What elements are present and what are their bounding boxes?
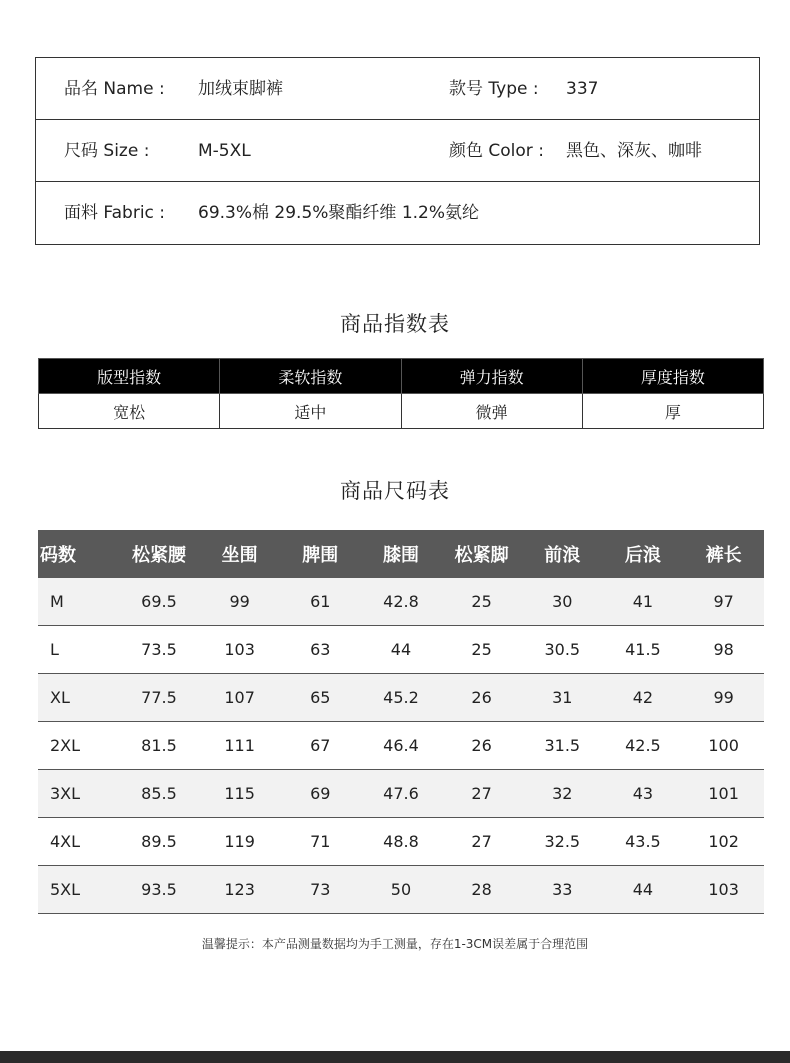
info-row-size bbox=[36, 120, 759, 182]
size-header-cell: 裤长 bbox=[683, 530, 764, 578]
size-value-cell: 25 bbox=[441, 578, 522, 626]
size-value-cell: 31 bbox=[522, 674, 603, 722]
size-header-cell: 前浪 bbox=[522, 530, 603, 578]
size-value-cell: 48.8 bbox=[361, 818, 442, 866]
size-value-cell: 32 bbox=[522, 770, 603, 818]
index-header-cell: 柔软指数 bbox=[220, 359, 401, 394]
index-value-cell: 宽松 bbox=[39, 394, 220, 429]
size-value-cell: 28 bbox=[441, 866, 522, 914]
size-value-cell: 25 bbox=[441, 626, 522, 674]
size-value-cell: 77.5 bbox=[119, 674, 200, 722]
fabric-value: 69.3%棉 29.5%聚酯纤维 1.2%氨纶 bbox=[198, 203, 480, 223]
footer-bar bbox=[0, 1051, 790, 1063]
size-code-cell: 5XL bbox=[38, 866, 119, 914]
size-header-cell: 坐围 bbox=[199, 530, 280, 578]
size-value-cell: 46.4 bbox=[361, 722, 442, 770]
size-value-cell: 93.5 bbox=[119, 866, 200, 914]
size-value-cell: 102 bbox=[683, 818, 764, 866]
size-value-cell: 42.5 bbox=[603, 722, 684, 770]
table-row bbox=[38, 770, 764, 818]
size-value-cell: 43.5 bbox=[603, 818, 684, 866]
size-value-cell: 107 bbox=[199, 674, 280, 722]
color-label: 颜色 Color : bbox=[449, 141, 544, 161]
size-value-cell: 65 bbox=[280, 674, 361, 722]
size-value-cell: 69.5 bbox=[119, 578, 200, 626]
size-label: 尺码 Size : bbox=[64, 141, 150, 161]
type-label: 款号 Type : bbox=[449, 79, 539, 99]
name-value: 加绒束脚裤 bbox=[198, 79, 283, 99]
fabric-label: 面料 Fabric : bbox=[64, 203, 166, 223]
name-label: 品名 Name : bbox=[64, 79, 165, 99]
size-header-cell: 松紧腰 bbox=[119, 530, 200, 578]
size-value-cell: 45.2 bbox=[361, 674, 442, 722]
index-header-row bbox=[39, 359, 764, 394]
size-value-cell: 32.5 bbox=[522, 818, 603, 866]
size-code-cell: L bbox=[38, 626, 119, 674]
size-value-cell: 30 bbox=[522, 578, 603, 626]
info-row-name bbox=[36, 58, 759, 120]
size-value-cell: 98 bbox=[683, 626, 764, 674]
size-value-cell: 101 bbox=[683, 770, 764, 818]
size-value-cell: 27 bbox=[441, 770, 522, 818]
size-value-cell: 50 bbox=[361, 866, 442, 914]
size-code-cell: 4XL bbox=[38, 818, 119, 866]
index-value-row bbox=[39, 394, 764, 429]
index-header-cell: 弹力指数 bbox=[401, 359, 582, 394]
size-header-cell: 脾围 bbox=[280, 530, 361, 578]
size-table-title: 商品尺码表 bbox=[340, 479, 450, 503]
color-value: 黑色、深灰、咖啡 bbox=[566, 141, 702, 161]
size-value-cell: 97 bbox=[683, 578, 764, 626]
table-row bbox=[38, 578, 764, 626]
size-value-cell: 67 bbox=[280, 722, 361, 770]
index-value-cell: 厚 bbox=[582, 394, 763, 429]
size-value-cell: 63 bbox=[280, 626, 361, 674]
table-row bbox=[38, 674, 764, 722]
size-value-cell: 103 bbox=[683, 866, 764, 914]
size-value-cell: 111 bbox=[199, 722, 280, 770]
info-row-fabric bbox=[36, 182, 759, 244]
size-table bbox=[38, 530, 764, 914]
table-row bbox=[38, 866, 764, 914]
size-value-cell: 71 bbox=[280, 818, 361, 866]
size-header-cell: 码数 bbox=[38, 530, 119, 578]
table-row bbox=[38, 626, 764, 674]
size-value-cell: 69 bbox=[280, 770, 361, 818]
size-value-cell: 33 bbox=[522, 866, 603, 914]
size-value-cell: 27 bbox=[441, 818, 522, 866]
size-value-cell: 26 bbox=[441, 722, 522, 770]
size-header-cell: 膝围 bbox=[361, 530, 442, 578]
index-header-cell: 厚度指数 bbox=[582, 359, 763, 394]
size-value-cell: 100 bbox=[683, 722, 764, 770]
size-value-cell: 73 bbox=[280, 866, 361, 914]
size-value-cell: 99 bbox=[683, 674, 764, 722]
size-value-cell: 41 bbox=[603, 578, 684, 626]
index-header-cell: 版型指数 bbox=[39, 359, 220, 394]
size-value-cell: 43 bbox=[603, 770, 684, 818]
size-value-cell: 103 bbox=[199, 626, 280, 674]
size-value-cell: 31.5 bbox=[522, 722, 603, 770]
index-value-cell: 微弹 bbox=[401, 394, 582, 429]
size-value-cell: 89.5 bbox=[119, 818, 200, 866]
size-value-cell: 47.6 bbox=[361, 770, 442, 818]
size-header-cell: 后浪 bbox=[603, 530, 684, 578]
size-value-cell: 26 bbox=[441, 674, 522, 722]
measurement-note: 温馨提示：本产品测量数据均为手工测量，存在1-3CM误差属于合理范围 bbox=[201, 937, 589, 951]
size-value-cell: 61 bbox=[280, 578, 361, 626]
size-code-cell: 2XL bbox=[38, 722, 119, 770]
size-value-cell: 81.5 bbox=[119, 722, 200, 770]
table-row bbox=[38, 722, 764, 770]
type-value: 337 bbox=[566, 79, 599, 99]
size-value-cell: 41.5 bbox=[603, 626, 684, 674]
size-header-cell: 松紧脚 bbox=[441, 530, 522, 578]
size-value-cell: 44 bbox=[603, 866, 684, 914]
size-code-cell: XL bbox=[38, 674, 119, 722]
size-value-cell: 73.5 bbox=[119, 626, 200, 674]
size-header-row bbox=[38, 530, 764, 578]
size-value-cell: 99 bbox=[199, 578, 280, 626]
size-value-cell: 42.8 bbox=[361, 578, 442, 626]
size-code-cell: 3XL bbox=[38, 770, 119, 818]
size-value-cell: 115 bbox=[199, 770, 280, 818]
index-table bbox=[38, 358, 764, 429]
size-value-cell: 44 bbox=[361, 626, 442, 674]
product-info-box bbox=[35, 57, 760, 245]
size-code-cell: M bbox=[38, 578, 119, 626]
index-table-title: 商品指数表 bbox=[340, 312, 450, 336]
size-value-cell: 85.5 bbox=[119, 770, 200, 818]
size-value: M-5XL bbox=[198, 141, 251, 161]
table-row bbox=[38, 818, 764, 866]
size-table-body bbox=[38, 578, 764, 914]
size-value-cell: 42 bbox=[603, 674, 684, 722]
size-value-cell: 119 bbox=[199, 818, 280, 866]
size-value-cell: 123 bbox=[199, 866, 280, 914]
size-value-cell: 30.5 bbox=[522, 626, 603, 674]
index-value-cell: 适中 bbox=[220, 394, 401, 429]
